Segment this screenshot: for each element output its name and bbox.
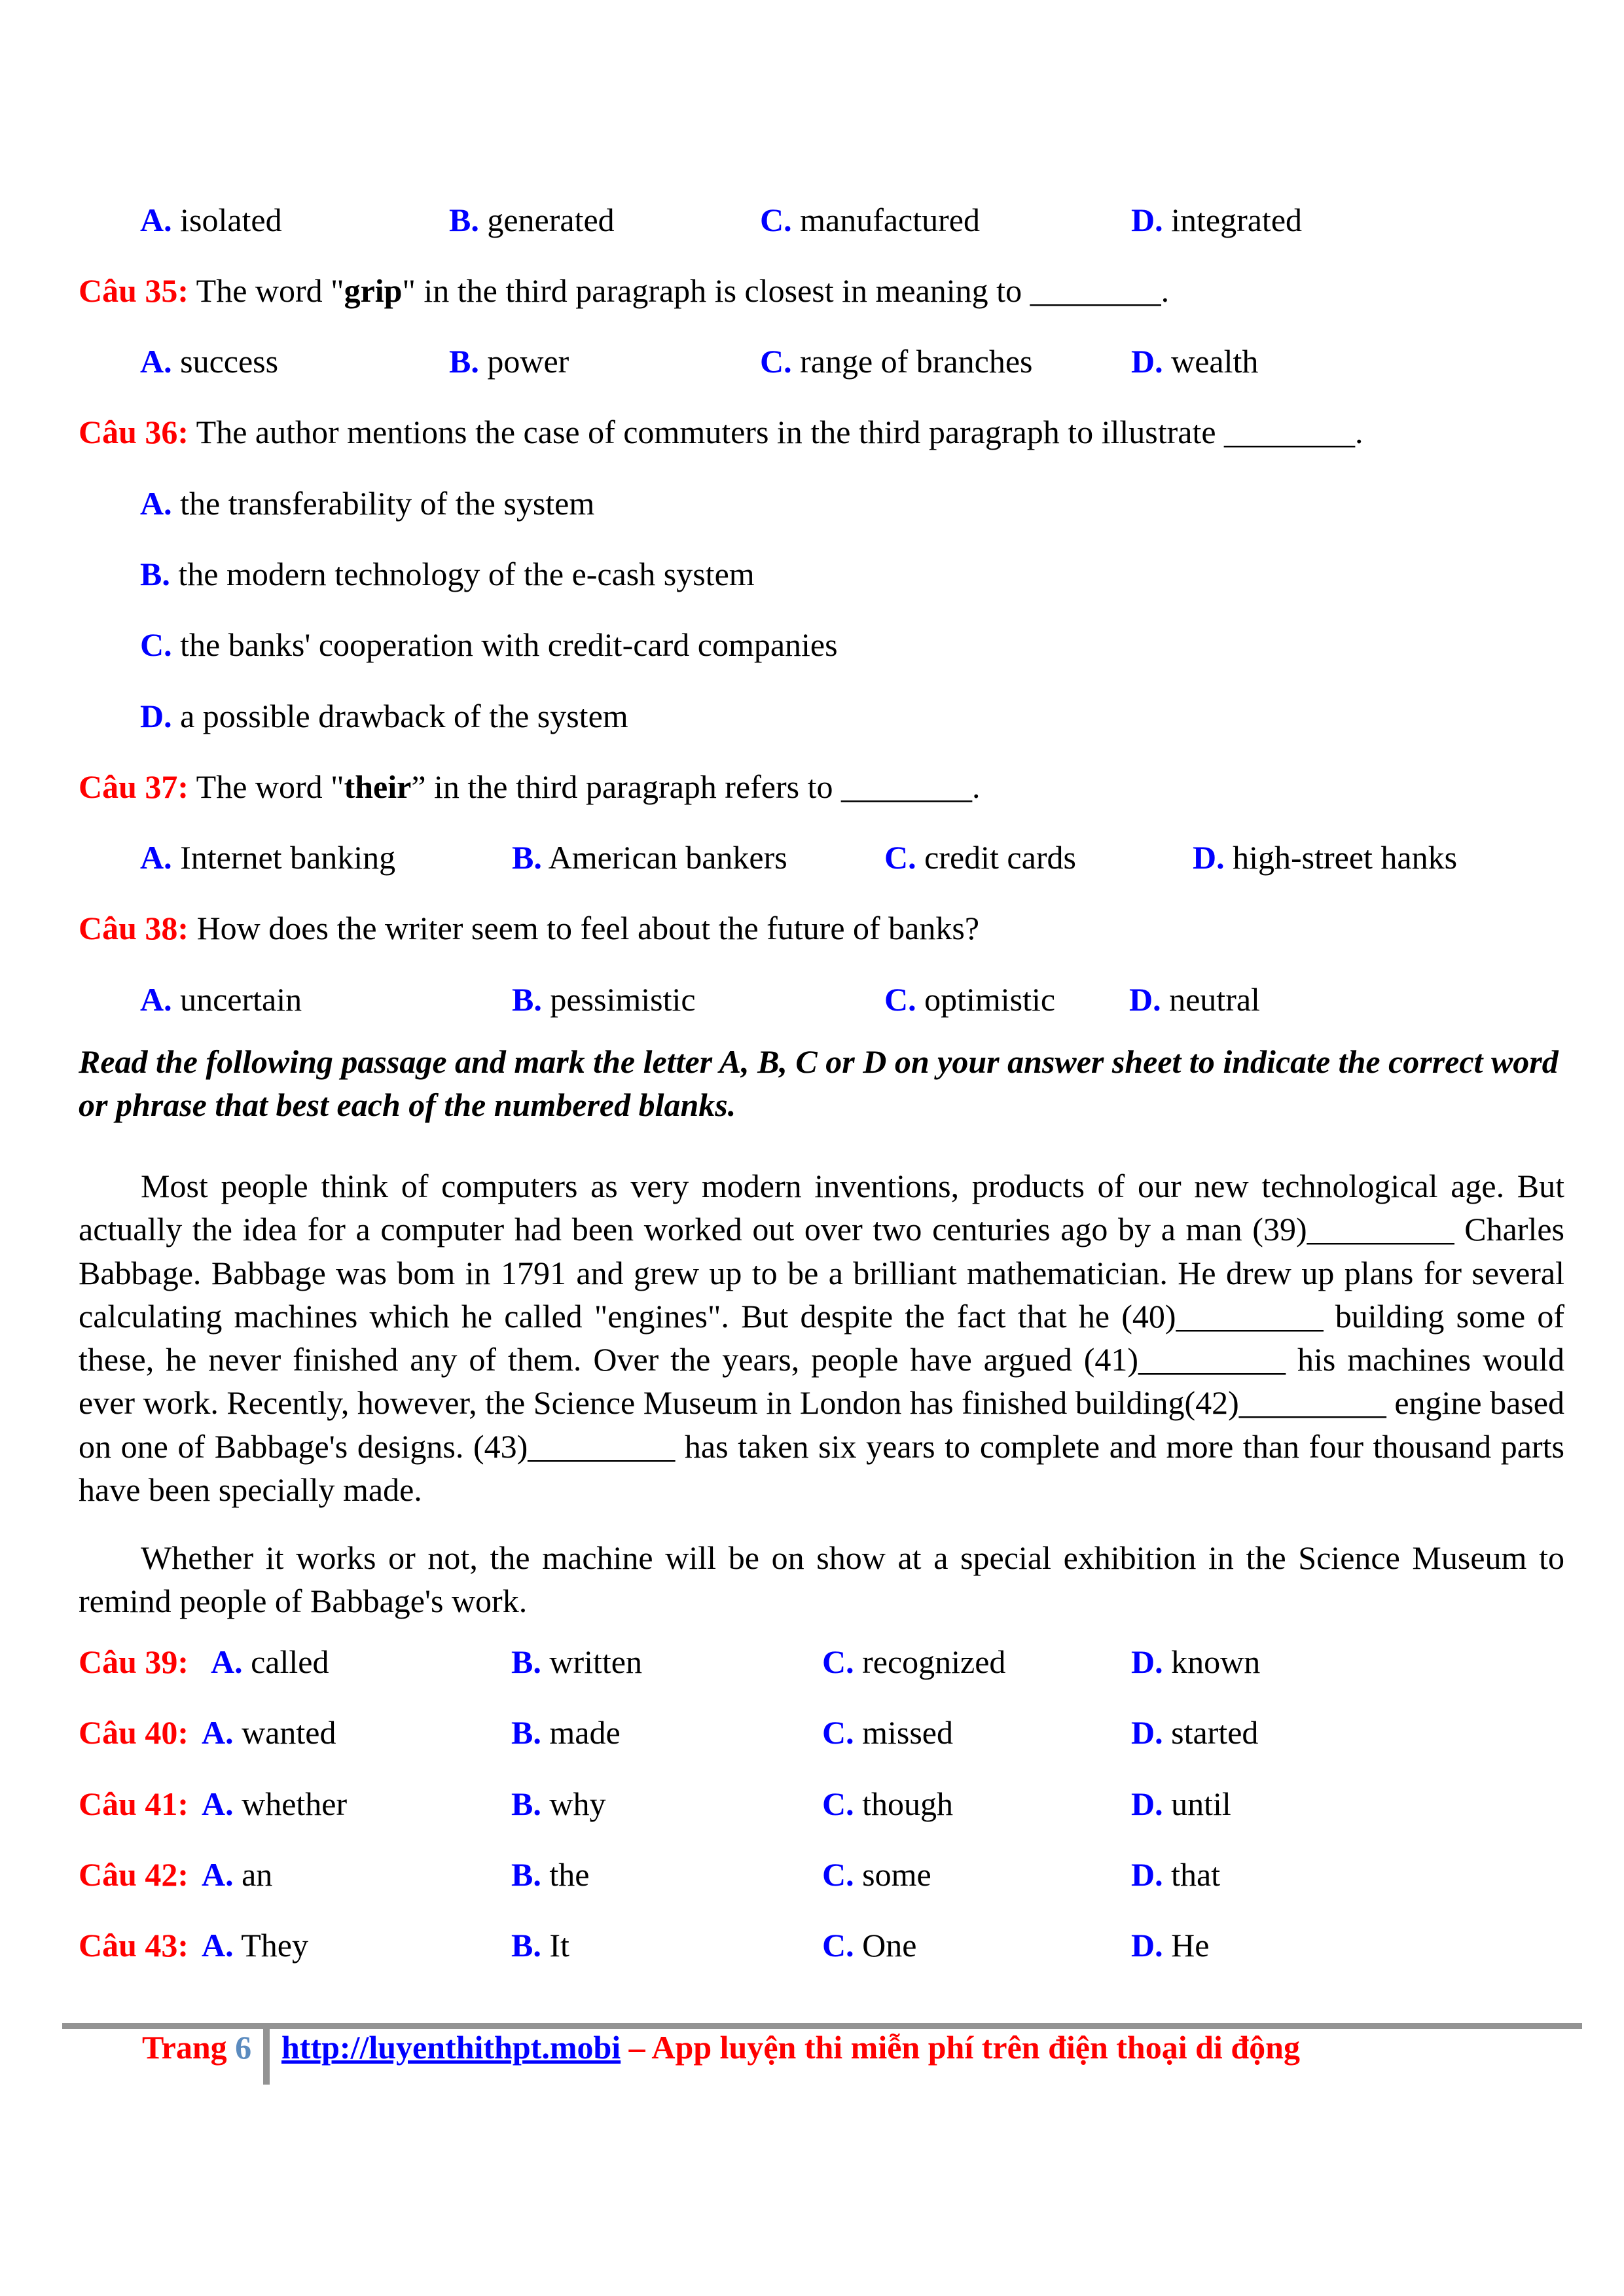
option-letter: B. xyxy=(511,1643,541,1680)
option-d[interactable] xyxy=(1131,1711,1258,1754)
option-letter: C. xyxy=(822,1927,854,1964)
option-a[interactable] xyxy=(140,978,302,1021)
option-text: uncertain xyxy=(180,981,302,1018)
option-letter: A. xyxy=(202,1927,234,1964)
keyword: their xyxy=(344,768,412,805)
option-text: pessimistic xyxy=(550,981,696,1018)
page-label: Trang xyxy=(142,2029,227,2066)
option-letter: A. xyxy=(202,1785,234,1822)
option-text: though xyxy=(862,1785,954,1822)
option-text: neutral xyxy=(1169,981,1260,1018)
option-a[interactable] xyxy=(202,1853,272,1896)
question-35-stem xyxy=(79,269,1169,312)
option-b[interactable] xyxy=(449,198,615,242)
option-text: an xyxy=(242,1856,273,1893)
stem-text: The word " xyxy=(189,768,344,805)
option-b[interactable] xyxy=(511,1924,569,1967)
option-text: range of branches xyxy=(800,343,1033,380)
option-a[interactable] xyxy=(202,1924,308,1967)
option-text: power xyxy=(487,343,569,380)
option-text: Internet banking xyxy=(180,839,396,876)
option-letter: C. xyxy=(760,202,792,238)
option-d[interactable] xyxy=(1193,836,1457,879)
option-b[interactable] xyxy=(511,1853,589,1896)
website-link[interactable]: http://luyenthithpt.mobi xyxy=(281,2029,621,2066)
question-number: Câu 40: xyxy=(79,1714,189,1751)
option-letter: D. xyxy=(1131,1643,1163,1680)
option-text: why xyxy=(549,1785,606,1822)
option-text: integrated xyxy=(1171,202,1303,238)
option-text: optimistic xyxy=(924,981,1056,1018)
option-text: started xyxy=(1171,1714,1259,1751)
option-b[interactable] xyxy=(140,552,755,596)
question-37-stem xyxy=(79,765,980,808)
option-d[interactable] xyxy=(1131,1782,1231,1825)
option-letter: A. xyxy=(140,981,172,1018)
page-indicator xyxy=(142,2026,251,2069)
option-c[interactable] xyxy=(760,198,980,242)
option-text: They xyxy=(241,1927,308,1964)
option-letter: D. xyxy=(1193,839,1225,876)
question-number: Câu 42: xyxy=(79,1856,189,1893)
option-letter: B. xyxy=(511,1714,541,1751)
stem-text: ” in the third paragraph refers to ________. xyxy=(411,768,981,805)
footer-tagline: – App luyện thi miễn phí trên điện thoại di động xyxy=(621,2029,1300,2066)
question-number: Câu 35: xyxy=(79,272,189,309)
option-c[interactable] xyxy=(760,340,1032,383)
option-letter: B. xyxy=(512,839,542,876)
option-a[interactable] xyxy=(211,1640,329,1683)
option-d[interactable] xyxy=(1131,1853,1220,1896)
footer-text xyxy=(281,2026,1300,2069)
option-b[interactable] xyxy=(511,1711,621,1754)
option-letter: D. xyxy=(1131,1856,1163,1893)
option-text: that xyxy=(1171,1856,1221,1893)
option-letter: C. xyxy=(822,1643,854,1680)
option-letter: D. xyxy=(1131,1927,1163,1964)
option-letter: D. xyxy=(1131,202,1163,238)
page-number: 6 xyxy=(235,2029,252,2066)
keyword: grip xyxy=(344,272,403,309)
option-b[interactable] xyxy=(511,1782,605,1825)
option-d[interactable] xyxy=(1131,1924,1209,1967)
option-d[interactable] xyxy=(1129,978,1260,1021)
option-letter: D. xyxy=(140,698,172,734)
option-letter: D. xyxy=(1131,1714,1163,1751)
option-letter: A. xyxy=(140,343,172,380)
option-a[interactable] xyxy=(202,1711,336,1754)
option-letter: B. xyxy=(511,1785,541,1822)
option-text: a possible drawback of the system xyxy=(180,698,628,734)
option-c[interactable] xyxy=(822,1640,1005,1683)
question-number: Câu 36: xyxy=(79,414,189,450)
option-text: some xyxy=(862,1856,931,1893)
footer-vertical-divider xyxy=(263,2028,270,2085)
option-text: whether xyxy=(242,1785,348,1822)
option-text: the transferability of the system xyxy=(180,485,595,522)
option-d[interactable] xyxy=(1131,340,1258,383)
option-letter: C. xyxy=(140,626,172,663)
option-letter: D. xyxy=(1131,343,1163,380)
option-text: until xyxy=(1171,1785,1231,1822)
option-b[interactable] xyxy=(512,978,696,1021)
stem-text: The word " xyxy=(189,272,344,309)
option-text: American bankers xyxy=(548,839,787,876)
option-text: known xyxy=(1171,1643,1261,1680)
passage-paragraph-1: Most people think of computers as very modern inventions, products of our new technological age. But actually the idea for a computer had been worked out over two centuries ago by a man (39)_________ Charles Babbage. Babbage was bom in 1791 and grew up to be a brilliant mathematician. He drew up plans for several calculating machines which he called "engines". But despite the fact that he (40)_________ building some of these, he never finished any of them. Over the years, people have argued (41)_________ his machines would ever work. Recently, however, the Science Museum in London has finished building(42)_________ engine based on one of Babbage's designs. (43)_________ has taken six years to complete and more than four thousand parts have been specially made. xyxy=(79,1168,1564,1509)
option-text: the banks' cooperation with credit-card companies xyxy=(180,626,838,663)
option-letter: A. xyxy=(202,1714,234,1751)
option-b[interactable] xyxy=(512,836,787,879)
instruction-line-2: or phrase that best each of the numbered blanks. xyxy=(79,1086,736,1123)
option-text: credit cards xyxy=(924,839,1076,876)
question-number: Câu 43: xyxy=(79,1927,189,1964)
option-d[interactable] xyxy=(1131,198,1302,242)
option-letter: C. xyxy=(822,1856,854,1893)
stem-text: The author mentions the case of commuters in the third paragraph to illustrate ________. xyxy=(189,414,1363,450)
question-number: Câu 38: xyxy=(79,910,189,946)
option-c[interactable] xyxy=(884,836,1076,879)
option-a[interactable] xyxy=(140,836,395,879)
question-number: Câu 37: xyxy=(79,768,189,805)
option-text: It xyxy=(549,1927,569,1964)
option-text: missed xyxy=(862,1714,954,1751)
option-text: manufactured xyxy=(800,202,980,238)
option-c[interactable] xyxy=(822,1711,953,1754)
option-letter: A. xyxy=(202,1856,234,1893)
option-letter: B. xyxy=(511,1856,541,1893)
option-text: wealth xyxy=(1171,343,1259,380)
option-letter: D. xyxy=(1129,981,1161,1018)
option-text: recognized xyxy=(862,1643,1006,1680)
option-letter: C. xyxy=(884,981,916,1018)
option-c[interactable] xyxy=(822,1853,931,1896)
option-text: called xyxy=(251,1643,329,1680)
option-text: written xyxy=(549,1643,642,1680)
option-c[interactable] xyxy=(884,978,1055,1021)
option-letter: A. xyxy=(211,1643,243,1680)
question-36-stem xyxy=(79,410,1363,454)
option-d[interactable] xyxy=(1131,1640,1260,1683)
option-text: the xyxy=(549,1856,590,1893)
option-b[interactable] xyxy=(511,1640,642,1683)
option-letter: B. xyxy=(140,556,170,592)
question-number: Câu 39: xyxy=(79,1643,189,1680)
option-text: wanted xyxy=(242,1714,336,1751)
option-letter: C. xyxy=(884,839,916,876)
instruction-line-1: Read the following passage and mark the letter A, B, C or D on your answer sheet to indicate the correct word xyxy=(79,1043,1559,1080)
option-a[interactable] xyxy=(202,1782,347,1825)
option-letter: B. xyxy=(449,343,479,380)
option-text: high-street hanks xyxy=(1233,839,1458,876)
option-letter: D. xyxy=(1131,1785,1163,1822)
option-c[interactable] xyxy=(140,623,838,666)
option-text: generated xyxy=(487,202,615,238)
option-letter: B. xyxy=(512,981,542,1018)
option-b[interactable] xyxy=(449,340,569,383)
option-a[interactable] xyxy=(140,198,282,242)
question-38-stem xyxy=(79,906,979,950)
option-text: One xyxy=(862,1927,917,1964)
option-text: the modern technology of the e-cash system xyxy=(178,556,755,592)
option-letter: C. xyxy=(760,343,792,380)
option-letter: A. xyxy=(140,485,172,522)
option-text: He xyxy=(1171,1927,1210,1964)
option-text: made xyxy=(549,1714,621,1751)
option-letter: C. xyxy=(822,1714,854,1751)
passage-paragraph-2: Whether it works or not, the machine will be on show at a special exhibition in the Science Museum to remind people of Babbage's work. xyxy=(79,1539,1564,1620)
option-a[interactable] xyxy=(140,340,278,383)
stem-text: How does the writer seem to feel about the future of banks? xyxy=(189,910,980,946)
option-letter: C. xyxy=(822,1785,854,1822)
option-c[interactable] xyxy=(822,1782,953,1825)
stem-text: " in the third paragraph is closest in meaning to ________. xyxy=(402,272,1170,309)
option-a[interactable] xyxy=(140,482,594,525)
question-number: Câu 41: xyxy=(79,1785,189,1822)
option-letter: B. xyxy=(511,1927,541,1964)
option-text: success xyxy=(180,343,279,380)
option-text: isolated xyxy=(180,202,282,238)
option-c[interactable] xyxy=(822,1924,916,1967)
option-letter: B. xyxy=(449,202,479,238)
option-letter: A. xyxy=(140,839,172,876)
option-d[interactable] xyxy=(140,694,628,738)
option-letter: A. xyxy=(140,202,172,238)
